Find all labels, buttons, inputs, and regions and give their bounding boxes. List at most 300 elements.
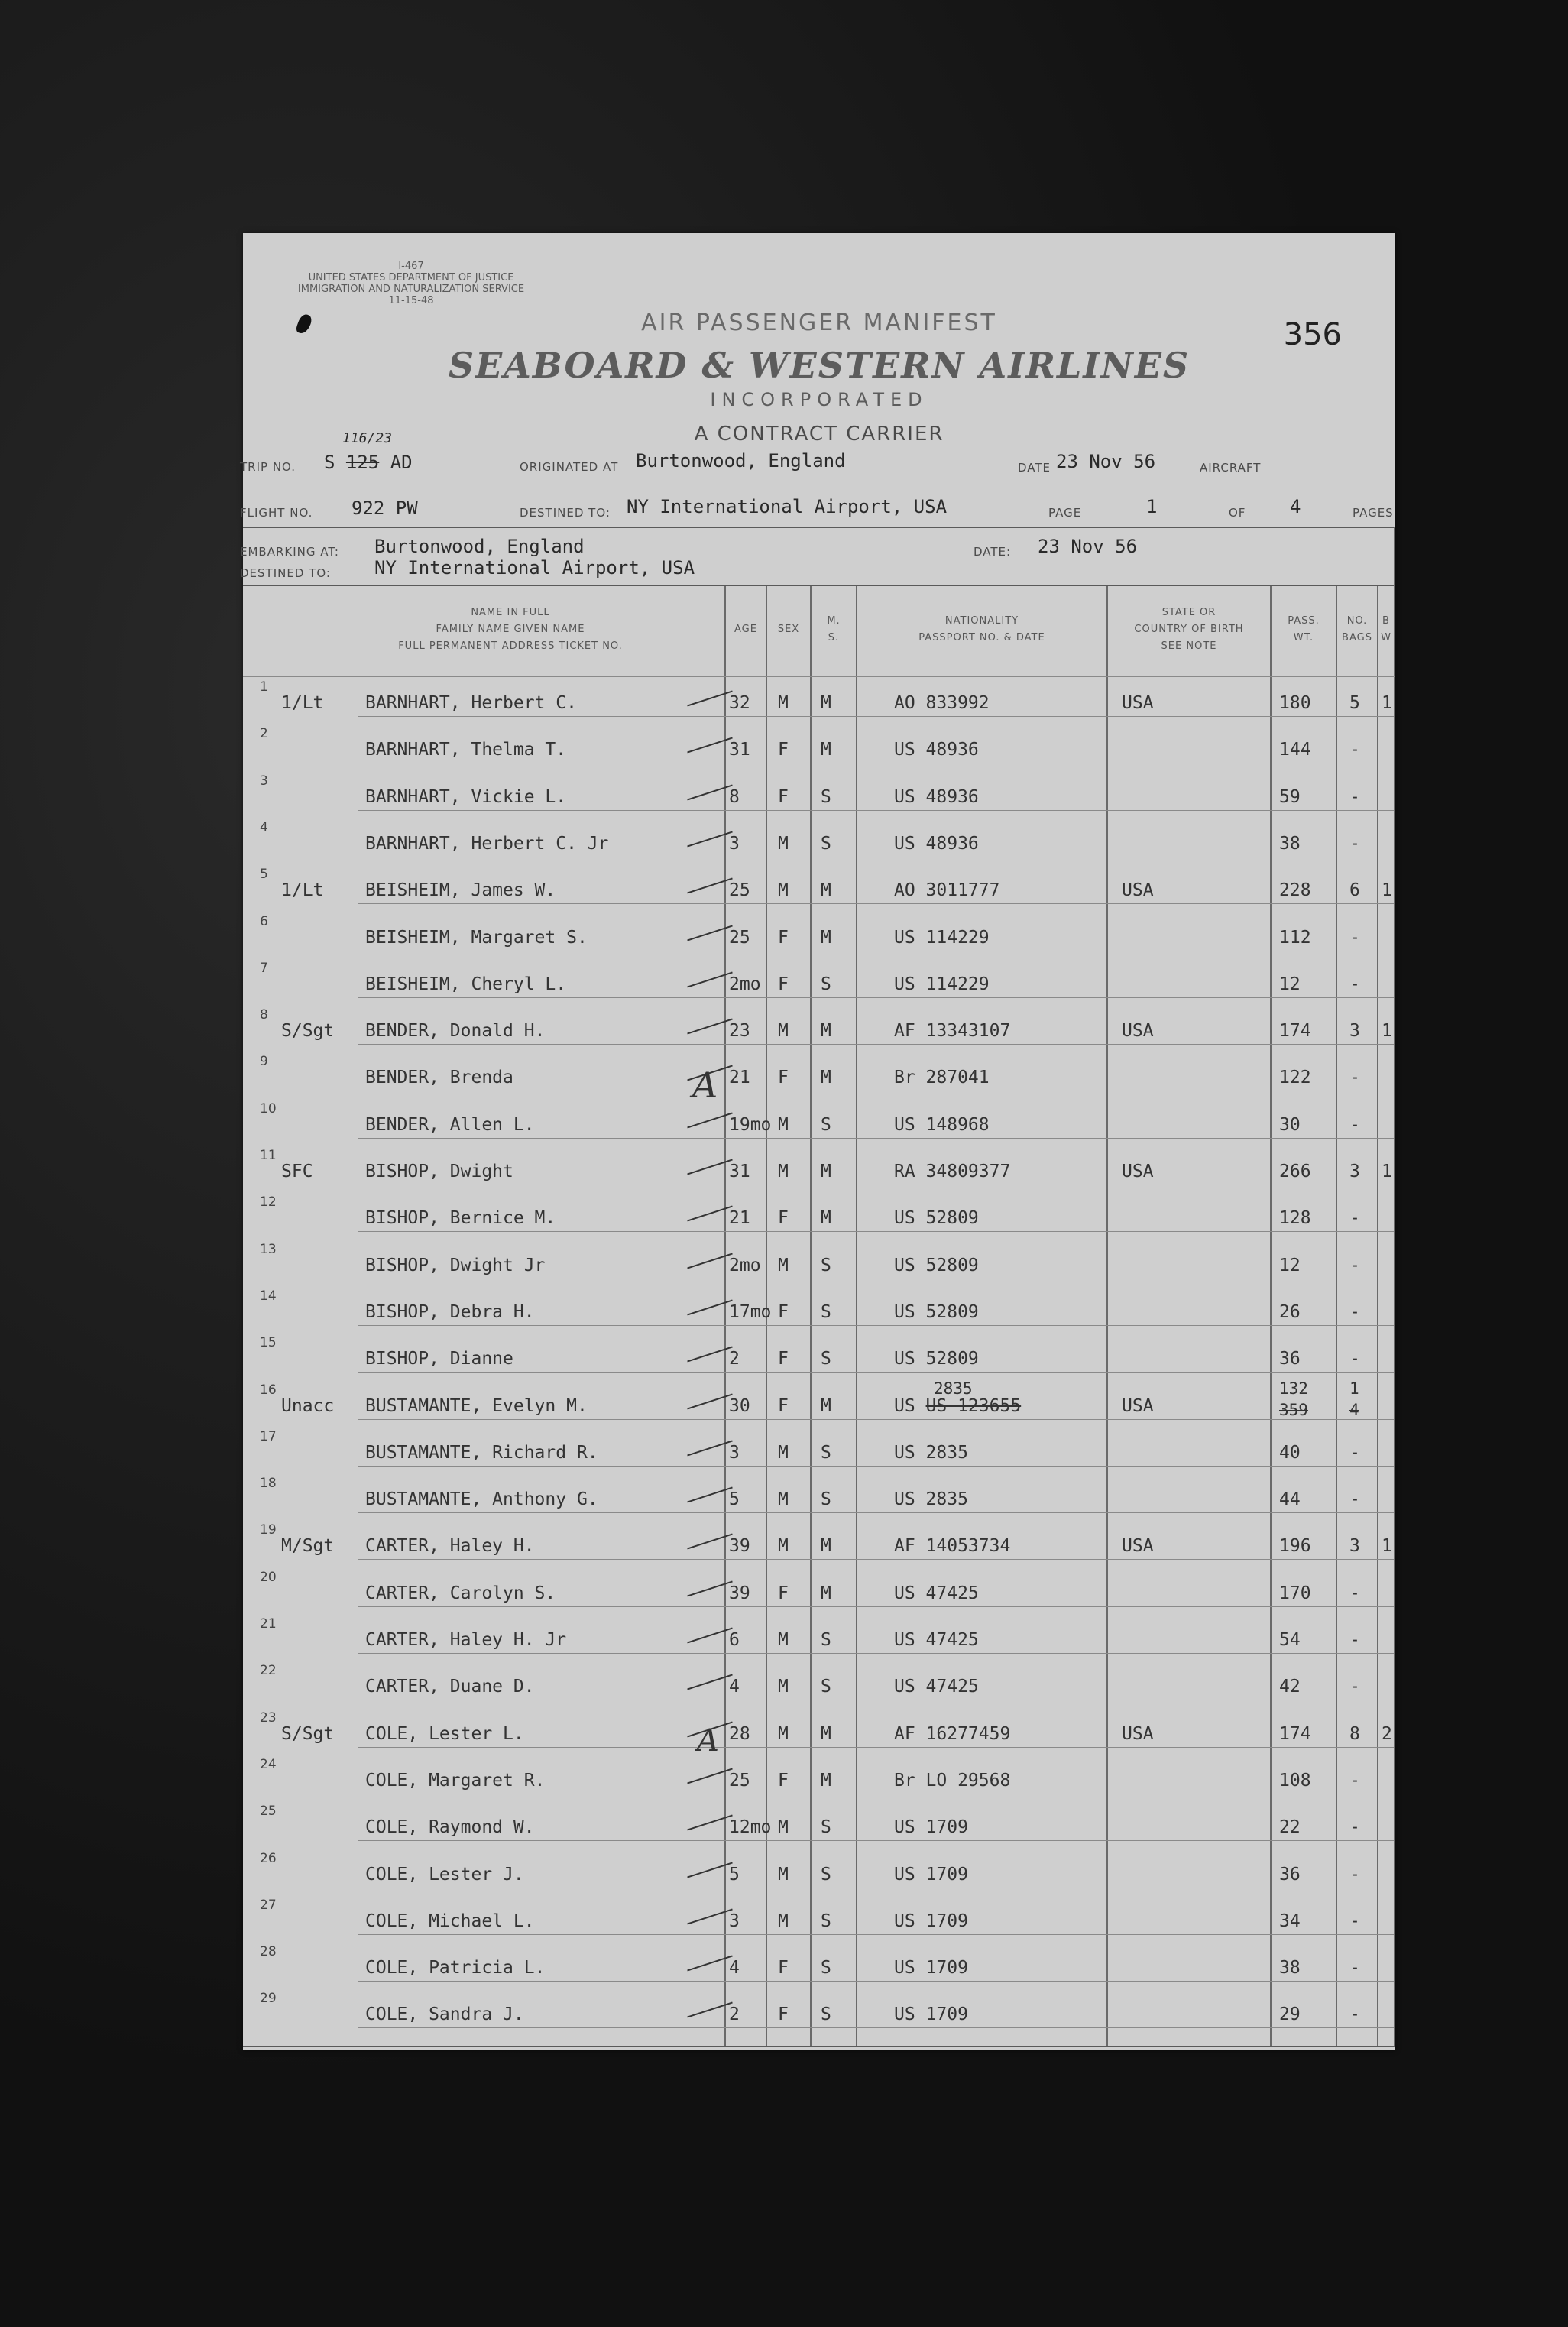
marital-status: S	[821, 833, 831, 854]
sex: M	[778, 1021, 789, 1042]
row-number: 17	[260, 1428, 277, 1444]
bag-count: -	[1349, 1864, 1360, 1885]
passport-number: US 2835	[894, 1489, 968, 1510]
sex: F	[778, 1583, 789, 1603]
row-number: 29	[260, 1991, 277, 2007]
birth-country: USA	[1122, 880, 1154, 901]
sex: M	[778, 833, 789, 854]
sex: F	[778, 1958, 789, 1979]
sex: F	[778, 1770, 789, 1791]
age: 30	[729, 1395, 750, 1416]
check-mark	[687, 1674, 733, 1690]
check-mark	[687, 1862, 733, 1878]
passenger-name: BISHOP, Bernice M.	[365, 1208, 556, 1229]
passenger-row	[243, 1896, 1395, 1943]
date2-value: 23 Nov 56	[1038, 536, 1138, 557]
marital-status: S	[821, 974, 831, 994]
passport-number: US 52809	[894, 1349, 979, 1369]
of-label: OF	[1229, 506, 1246, 520]
age: 25	[729, 880, 750, 901]
sex: F	[778, 740, 789, 760]
weight-correction: 132	[1279, 1379, 1308, 1398]
table-bottom-line	[243, 2046, 1395, 2047]
destined2-value: NY International Airport, USA	[374, 557, 695, 579]
passenger-weight: 36	[1279, 1864, 1301, 1885]
rank: S/Sgt	[281, 1723, 335, 1744]
age: 5	[729, 1864, 740, 1885]
passenger-name: BEISHEIM, Margaret S.	[365, 927, 588, 948]
marital-status: M	[821, 927, 831, 948]
bag-count: 5	[1349, 693, 1360, 713]
passenger-name: BISHOP, Dwight	[365, 1162, 513, 1181]
bag-count: -	[1349, 927, 1360, 948]
marital-status: M	[821, 740, 831, 760]
marital-status: M	[821, 1068, 831, 1088]
passenger-weight: 26	[1279, 1301, 1301, 1322]
col-header-state: STATE OR COUNTRY OF BIRTH SEE NOTE	[1134, 607, 1244, 652]
age: 28	[729, 1723, 750, 1744]
passenger-row	[243, 1428, 1395, 1474]
col-header-marital: M. S.	[827, 615, 841, 643]
bag-count: -	[1349, 1208, 1360, 1229]
sex: M	[778, 1114, 789, 1135]
age: 19mo	[729, 1114, 772, 1135]
passenger-weight: 22	[1279, 1817, 1301, 1838]
check-mark	[687, 690, 733, 706]
marital-status: S	[821, 1911, 831, 1931]
passenger-name: BUSTAMANTE, Evelyn M.	[365, 1395, 588, 1416]
sex: F	[778, 1301, 789, 1322]
service-name: IMMIGRATION AND NATURALIZATION SERVICE	[297, 284, 525, 295]
bag-count: -	[1349, 1349, 1360, 1369]
row-number: 11	[260, 1148, 277, 1163]
age: 2mo	[729, 974, 761, 994]
row-number: 14	[260, 1288, 277, 1304]
bag-count: 3	[1349, 1536, 1360, 1557]
sex: F	[778, 927, 789, 948]
marital-status: S	[821, 1817, 831, 1838]
age: 8	[729, 786, 740, 807]
passenger-row	[243, 1146, 1395, 1193]
passenger-row	[243, 959, 1395, 1006]
bag-weight: 1	[1382, 880, 1392, 901]
passenger-name: BARNHART, Herbert C.	[365, 693, 577, 713]
passenger-name: COLE, Lester J.	[365, 1864, 524, 1885]
row-number: 20	[260, 1569, 277, 1585]
check-mark	[687, 1580, 733, 1596]
row-underline	[358, 1419, 1394, 1420]
passenger-name: CARTER, Duane D.	[365, 1677, 535, 1697]
bag-weight: 1	[1382, 1162, 1392, 1181]
passenger-weight: 59	[1279, 786, 1301, 807]
passport-number: US 47425	[894, 1677, 979, 1697]
passenger-weight: 34	[1279, 1911, 1301, 1931]
bag-count: -	[1349, 1068, 1360, 1088]
row-number: 26	[260, 1850, 277, 1866]
passenger-name: CARTER, Carolyn S.	[365, 1583, 556, 1603]
rank: SFC	[281, 1162, 313, 1181]
passenger-weight: 174	[1279, 1021, 1311, 1042]
check-mark	[687, 1908, 733, 1924]
sex: F	[778, 1349, 789, 1369]
passport-number: US 114229	[894, 927, 990, 948]
passport-number: US 1709	[894, 2005, 968, 2025]
check-mark	[687, 1815, 733, 1831]
marital-status: S	[821, 1442, 831, 1463]
check-mark	[687, 1627, 733, 1643]
passenger-name: COLE, Margaret R.	[365, 1770, 546, 1791]
check-mark	[687, 1393, 733, 1409]
sex: M	[778, 1630, 789, 1650]
embarking-label: EMBARKING AT:	[240, 545, 339, 559]
bag-weight: 2	[1382, 1723, 1392, 1744]
sex: M	[778, 1911, 789, 1931]
sex: F	[778, 786, 789, 807]
passenger-name: BENDER, Donald H.	[365, 1021, 546, 1042]
department-name: UNITED STATES DEPARTMENT OF JUSTICE	[308, 272, 514, 284]
passenger-row	[243, 1802, 1395, 1849]
handwritten-a-mark: A	[692, 1065, 718, 1106]
destined2-label: DESTINED TO:	[240, 566, 331, 580]
row-number: 19	[260, 1522, 277, 1538]
passport-number: US 48936	[894, 786, 979, 807]
embarking-value: Burtonwood, England	[374, 536, 585, 557]
sex: M	[778, 1536, 789, 1557]
date-label: DATE	[1018, 461, 1051, 475]
passenger-weight: 44	[1279, 1489, 1301, 1510]
age: 12mo	[729, 1817, 772, 1838]
bag-count: -	[1349, 1677, 1360, 1697]
of-value: 4	[1290, 496, 1301, 517]
passenger-row	[243, 1568, 1395, 1615]
passenger-name: BISHOP, Debra H.	[365, 1301, 535, 1322]
passenger-weight: 112	[1279, 927, 1311, 948]
sex: F	[778, 1068, 789, 1088]
row-underline	[358, 1512, 1394, 1513]
passenger-weight: 38	[1279, 1958, 1301, 1979]
passport-number: US 52809	[894, 1301, 979, 1322]
passenger-row	[243, 1989, 1395, 2036]
check-mark	[687, 737, 733, 754]
bag-count: -	[1349, 1442, 1360, 1463]
bag-count: 8	[1349, 1723, 1360, 1744]
col-header-age: AGE	[734, 624, 757, 635]
passenger-weight: 144	[1279, 740, 1311, 760]
bag-count: -	[1349, 786, 1360, 807]
row-underline	[358, 1044, 1394, 1045]
passenger-row	[243, 1006, 1395, 1052]
marital-status: M	[821, 1395, 831, 1416]
passport-number: US 48936	[894, 833, 979, 854]
passenger-name: BENDER, Allen L.	[365, 1114, 535, 1135]
passenger-row	[243, 1615, 1395, 1661]
header-divider	[243, 527, 1395, 528]
row-underline	[358, 997, 1394, 998]
check-mark	[687, 784, 733, 800]
passport-number: US 1709	[894, 1958, 968, 1979]
marital-status: S	[821, 1349, 831, 1369]
passenger-weight: 54	[1279, 1630, 1301, 1650]
bag-count: -	[1349, 1770, 1360, 1791]
passenger-name: COLE, Lester L.	[365, 1723, 524, 1744]
bag-count: -	[1349, 1817, 1360, 1838]
birth-country: USA	[1122, 1395, 1154, 1416]
row-underline	[358, 1231, 1394, 1232]
bag-count: -	[1349, 1114, 1360, 1135]
marital-status: S	[821, 1630, 831, 1650]
sex: F	[778, 1208, 789, 1229]
passenger-weight: 36	[1279, 1349, 1301, 1369]
passport-number: Br 287041	[894, 1068, 990, 1088]
bag-count: 4	[1349, 1400, 1359, 1419]
passenger-weight: 266	[1279, 1162, 1311, 1181]
rank: S/Sgt	[281, 1021, 335, 1042]
bag-count: 6	[1349, 880, 1360, 901]
age: 3	[729, 1911, 740, 1931]
passport-number: US 48936	[894, 740, 979, 760]
check-mark	[687, 1253, 733, 1269]
sex: M	[778, 1723, 789, 1744]
rank: M/Sgt	[281, 1536, 335, 1557]
passenger-row	[243, 1943, 1395, 1989]
handwritten-a-mark: A	[697, 1723, 719, 1758]
passenger-row	[243, 1287, 1395, 1334]
passenger-row	[243, 912, 1395, 959]
page-label: PAGE	[1048, 506, 1082, 520]
birth-country: USA	[1122, 1723, 1154, 1744]
row-number: 15	[260, 1335, 277, 1351]
passport-number: Br LO 29568	[894, 1770, 1011, 1791]
table-top-line	[243, 585, 1395, 586]
passenger-weight: 30	[1279, 1114, 1301, 1135]
originated-value: Burtonwood, England	[636, 450, 846, 472]
passenger-row	[243, 818, 1395, 865]
passenger-row	[243, 1193, 1395, 1240]
passport-number: US 114229	[894, 974, 990, 994]
manifest-page	[240, 233, 1395, 2050]
row-number: 8	[260, 1007, 268, 1023]
check-mark	[687, 831, 733, 847]
check-mark	[687, 925, 733, 941]
passenger-weight: 122	[1279, 1068, 1311, 1088]
age: 2	[729, 2005, 740, 2025]
passenger-row	[243, 772, 1395, 818]
check-mark	[687, 1768, 733, 1784]
check-mark	[687, 1159, 733, 1175]
passenger-weight: 196	[1279, 1536, 1311, 1557]
passenger-name: BENDER, Brenda	[365, 1068, 513, 1088]
row-underline	[358, 1840, 1394, 1841]
passenger-weight: 29	[1279, 2005, 1301, 2025]
page-stamp-number: 356	[1283, 317, 1342, 352]
destined-label: DESTINED TO:	[520, 506, 611, 520]
passenger-weight: 40	[1279, 1442, 1301, 1463]
bag-count: -	[1349, 1958, 1360, 1979]
passenger-weight: 42	[1279, 1677, 1301, 1697]
row-number: 27	[260, 1897, 277, 1913]
header-bottom-line	[243, 676, 1395, 677]
row-number: 4	[260, 819, 268, 835]
marital-status: S	[821, 1958, 831, 1979]
row-underline	[358, 1981, 1394, 1982]
marital-status: S	[821, 1677, 831, 1697]
bag-count: 3	[1349, 1021, 1360, 1042]
birth-country: USA	[1122, 1536, 1154, 1557]
rank: 1/Lt	[281, 693, 324, 713]
row-underline	[358, 1559, 1394, 1560]
passenger-row	[243, 1240, 1395, 1287]
bag-weight: 1	[1382, 1021, 1392, 1042]
sex: M	[778, 1864, 789, 1885]
passenger-row	[243, 1755, 1395, 1802]
bag-count: -	[1349, 1583, 1360, 1603]
bag-count: -	[1349, 2005, 1360, 2025]
passenger-row	[243, 1100, 1395, 1146]
age: 31	[729, 740, 750, 760]
marital-status: M	[821, 1208, 831, 1229]
check-mark	[687, 878, 733, 894]
age: 39	[729, 1583, 750, 1603]
row-underline	[358, 1325, 1394, 1326]
col-header-bag-weight: B W	[1381, 615, 1391, 643]
passport-number: AF 13343107	[894, 1021, 1011, 1042]
marital-status: M	[821, 693, 831, 713]
sex: M	[778, 1677, 789, 1697]
marital-status: S	[821, 1301, 831, 1322]
sex: M	[778, 693, 789, 713]
check-mark	[687, 1534, 733, 1550]
sex: F	[778, 1395, 789, 1416]
sex: M	[778, 1255, 789, 1275]
page-value: 1	[1146, 496, 1158, 517]
row-number: 2	[260, 726, 268, 742]
passport-number: AF 14053734	[894, 1536, 1011, 1557]
bag-count: -	[1349, 1255, 1360, 1275]
passenger-weight: 108	[1279, 1770, 1311, 1791]
marital-status: S	[821, 1864, 831, 1885]
row-number: 22	[260, 1663, 277, 1679]
age: 2	[729, 1349, 740, 1369]
marital-status: S	[821, 1255, 831, 1275]
row-underline	[358, 2027, 1394, 2028]
sex: M	[778, 1489, 789, 1510]
row-number: 23	[260, 1710, 277, 1726]
passenger-name: BEISHEIM, Cheryl L.	[365, 974, 567, 994]
row-underline	[358, 716, 1394, 717]
form-revision: 11-15-48	[388, 295, 434, 306]
passport-number: US 1709	[894, 1817, 968, 1838]
row-number: 24	[260, 1756, 277, 1772]
passenger-row	[243, 1661, 1395, 1708]
check-mark	[687, 1299, 733, 1315]
bag-count: -	[1349, 740, 1360, 760]
bag-count: 3	[1349, 1162, 1360, 1181]
passenger-name: BUSTAMANTE, Richard R.	[365, 1442, 598, 1463]
check-mark	[687, 1347, 733, 1363]
age: 4	[729, 1958, 740, 1979]
passenger-name: COLE, Raymond W.	[365, 1817, 535, 1838]
sex: F	[778, 974, 789, 994]
age: 25	[729, 927, 750, 948]
sex: M	[778, 1442, 789, 1463]
passport-correction: 2835	[934, 1379, 973, 1398]
marital-status: S	[821, 1114, 831, 1135]
passenger-weight: 38	[1279, 833, 1301, 854]
passenger-name: COLE, Michael L.	[365, 1911, 535, 1931]
row-number: 6	[260, 913, 268, 929]
marital-status: M	[821, 1770, 831, 1791]
row-underline	[358, 1653, 1394, 1654]
bag-count: -	[1349, 1911, 1360, 1931]
age: 5	[729, 1489, 740, 1510]
contract-carrier-label: A CONTRACT CARRIER	[694, 423, 944, 446]
form-number: I-467	[398, 261, 424, 272]
passport-number: US 148968	[894, 1114, 990, 1135]
row-number: 1	[260, 679, 268, 695]
passport-number: US 47425	[894, 1630, 979, 1650]
passenger-row	[243, 1052, 1395, 1099]
age: 25	[729, 1770, 750, 1791]
row-underline	[358, 1138, 1394, 1139]
marital-status: S	[821, 2005, 831, 2025]
manifest-title: AIR PASSENGER MANIFEST	[641, 310, 997, 336]
passport-number: US 52809	[894, 1255, 979, 1275]
birth-country: USA	[1122, 1162, 1154, 1181]
col-header-name: NAME IN FULL FAMILY NAME GIVEN NAME FULL PERMANENT ADDRESS TICKET NO.	[398, 607, 623, 652]
form-identification	[243, 261, 579, 306]
bag-count: -	[1349, 1630, 1360, 1650]
row-underline	[358, 1372, 1394, 1373]
passenger-weight: 180	[1279, 693, 1311, 713]
birth-country: USA	[1122, 1021, 1154, 1042]
birth-country: USA	[1122, 693, 1154, 713]
rank: 1/Lt	[281, 880, 324, 901]
passenger-name: BISHOP, Dianne	[365, 1349, 513, 1369]
age: 4	[729, 1677, 740, 1697]
passenger-row	[243, 678, 1395, 724]
sex: M	[778, 1162, 789, 1181]
passenger-weight: 170	[1279, 1583, 1311, 1603]
passenger-weight: 359	[1279, 1400, 1308, 1419]
row-number: 18	[260, 1476, 277, 1492]
row-number: 16	[260, 1382, 277, 1398]
passenger-row	[243, 1521, 1395, 1567]
passport-number: RA 34809377	[894, 1162, 1011, 1181]
passenger-name: BARNHART, Herbert C. Jr	[365, 833, 609, 854]
marital-status: M	[821, 1723, 831, 1744]
airline-name: SEABOARD & WESTERN AIRLINES	[448, 345, 1191, 386]
row-number: 28	[260, 1944, 277, 1960]
age: 39	[729, 1536, 750, 1557]
incorporated-label: INCORPORATED	[710, 389, 928, 410]
trip-number-crossed: 125	[345, 452, 380, 473]
age: 3	[729, 1442, 740, 1463]
col-header-sex: SEX	[777, 624, 800, 635]
flight-value: 922 PW	[352, 497, 418, 519]
row-number: 21	[260, 1616, 277, 1632]
passenger-row	[243, 1381, 1395, 1428]
pages-label: PAGES	[1353, 506, 1394, 520]
trip-correction: 116/23	[342, 430, 393, 446]
passenger-row	[243, 724, 1395, 771]
check-mark	[687, 1112, 733, 1128]
passport-number: AO 833992	[894, 693, 990, 713]
passenger-row	[243, 1709, 1395, 1755]
marital-status: M	[821, 880, 831, 901]
row-number: 25	[260, 1804, 277, 1820]
passenger-name: CARTER, Haley H. Jr	[365, 1630, 567, 1650]
sex: F	[778, 2005, 789, 2025]
